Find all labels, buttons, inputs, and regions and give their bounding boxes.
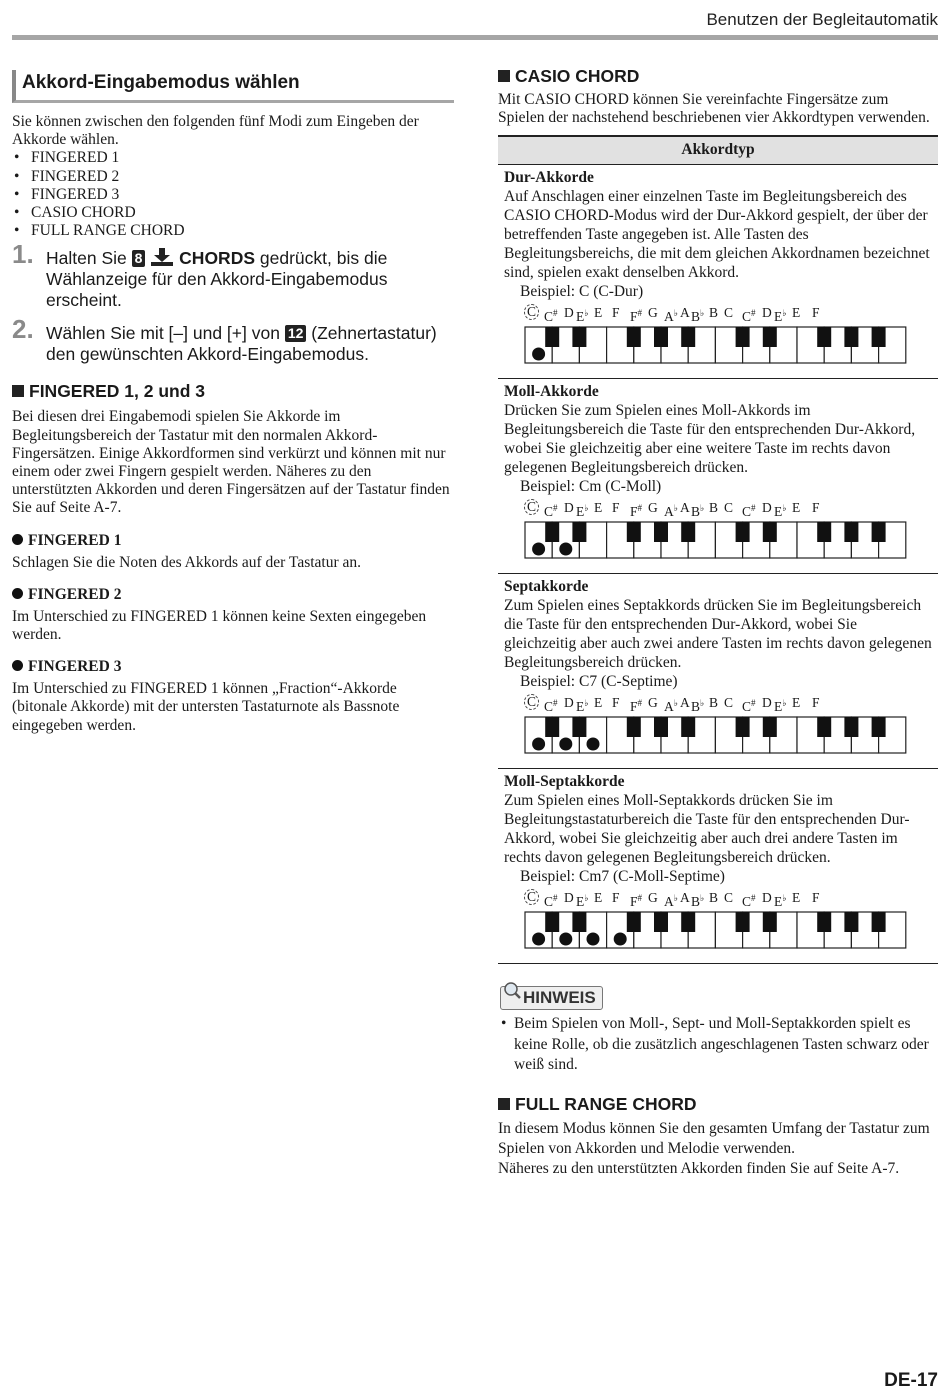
black-key: [654, 522, 668, 542]
note-label: A: [680, 890, 690, 906]
header-rule: [12, 35, 938, 40]
pressed-key-dot: [587, 933, 600, 946]
casio-intro: Mit CASIO CHORD können Sie vereinfachte Fingersätze zum Spielen der nachstehend beschriebenen vier Akkordtypen verwenden.: [498, 91, 930, 127]
row-example: Beispiel: Cm7 (C-Moll-Septime): [520, 868, 725, 886]
black-key: [627, 912, 641, 932]
fingered2-title: FINGERED 2: [12, 586, 454, 604]
note-label: D: [762, 695, 772, 711]
fingered1-text: Schlagen Sie die Noten des Akkords auf der Tastatur an.: [12, 553, 362, 571]
note-label: A: [680, 305, 690, 321]
note-label: B♭: [691, 503, 705, 520]
black-key: [872, 522, 886, 542]
pressed-key-dot: [532, 738, 545, 751]
note-label: E: [594, 500, 603, 516]
black-key: [681, 912, 695, 932]
black-key: [545, 717, 559, 737]
black-key: [572, 717, 586, 737]
note-label: C: [724, 890, 734, 906]
pressed-key-dot: [587, 738, 600, 751]
black-key: [844, 327, 858, 347]
note-label: A♭: [664, 698, 678, 715]
dot-bullet-icon: [12, 534, 23, 545]
black-key: [872, 327, 886, 347]
pressed-key-dot: [532, 933, 545, 946]
note-label: F#: [630, 893, 643, 910]
note-label: D: [762, 890, 772, 906]
fingered-title: FINGERED 1, 2 und 3: [12, 381, 454, 402]
row-text: Zum Spielen eines Moll-Septakkords drücken Sie im Begleitungstastaturbereich die Taste für den entsprechenden Dur-Akkord, wobei Sie gleichzeitig aber auch drei andere Tasten im rechts davon gelegenen Begleitungsbereich drücken.: [504, 792, 910, 867]
step-number: 2.: [12, 314, 34, 345]
pressed-key-dot: [559, 738, 572, 751]
note-label: B: [709, 500, 719, 516]
note-label: C#: [544, 893, 558, 910]
step-text: Wählen Sie mit [–] und [+] von: [46, 323, 280, 344]
note-label: E: [792, 890, 801, 906]
note-label: C: [724, 305, 734, 321]
black-key: [627, 717, 641, 737]
note-label: E♭: [774, 893, 787, 910]
mode-item: • FINGERED 2: [12, 168, 454, 186]
row-example: Beispiel: Cm (C-Moll): [520, 478, 662, 496]
note-label: C#: [544, 503, 558, 520]
table-row: [498, 769, 938, 964]
keyboard-diagram: [504, 889, 944, 959]
black-key: [763, 912, 777, 932]
black-key: [681, 327, 695, 347]
note-label: C: [724, 695, 734, 711]
fingered2-text: Im Unterschied zu FINGERED 1 können keine Sexten eingegeben werden.: [12, 607, 427, 644]
note-label: D: [564, 695, 574, 711]
note-label: F#: [630, 308, 643, 325]
black-key: [654, 327, 668, 347]
note-label: B: [709, 695, 719, 711]
note-label: C#: [742, 308, 756, 325]
note-label: B♭: [691, 308, 705, 325]
black-key: [572, 327, 586, 347]
row-title: Moll-Septakkorde: [504, 773, 625, 791]
keyboard-svg: [524, 911, 909, 951]
note-label: C: [724, 500, 734, 516]
row-text: Drücken Sie zum Spielen eines Moll-Akkords im Begleitungsbereich die Taste für den entsprechenden Dur-Akkord, wobei Sie gleichzeitig aber eine weitere Taste im rechts davon gelegenen Begleitungsbereich drücken.: [504, 402, 916, 477]
black-key: [817, 717, 831, 737]
black-key: [817, 912, 831, 932]
note-label: D: [762, 305, 772, 321]
pressed-key-dot: [614, 933, 627, 946]
hinweis-badge: HINWEIS: [500, 986, 603, 1010]
keyboard-diagram: [504, 499, 944, 569]
note-label: C#: [544, 698, 558, 715]
note-label: D: [564, 890, 574, 906]
black-key: [654, 912, 668, 932]
running-header: Benutzen der Begleitautomatik: [706, 10, 938, 29]
table-row: [498, 379, 938, 574]
right-column: [498, 66, 938, 1179]
note-label: B♭: [691, 893, 705, 910]
full-range-text: In diesem Modus können Sie den gesamten Umfang der Tastatur zum Spielen von Akkorden und Melodie verwenden.: [498, 1119, 930, 1157]
row-title: Dur-Akkorde: [504, 169, 594, 187]
note-label: A: [680, 500, 690, 516]
note-label: E: [792, 305, 801, 321]
chords-label: CHORDS: [179, 248, 256, 269]
note-label: G: [648, 500, 658, 516]
black-key: [872, 717, 886, 737]
square-bullet-icon: [498, 1098, 510, 1110]
note-label: C: [524, 304, 539, 320]
black-key: [844, 522, 858, 542]
fingered3-title: FINGERED 3: [12, 658, 454, 676]
key-badge: 12: [285, 325, 307, 342]
fingered-text: Bei diesen drei Eingabemodi spielen Sie Akkorde im Begleitungsbereich der Tastatur mit den normalen Akkord-Fingersätzen. Einige Akkordformen sind verkürzt und können mit nur einem oder zwei Fingern gespielt werden. Näheres zu den unterstützten Akkorden und deren Fingersätzen auf der Tastatur finden Sie auf Seite A-7.: [12, 408, 450, 517]
key-badge: 8: [132, 250, 146, 267]
note-label: E♭: [774, 698, 787, 715]
note-label: E♭: [774, 308, 787, 325]
note-label: F#: [630, 698, 643, 715]
note-label: C#: [742, 893, 756, 910]
keyboard-diagram: [504, 694, 944, 764]
note-label: C: [524, 889, 539, 905]
black-key: [763, 327, 777, 347]
note-label: E♭: [576, 698, 589, 715]
black-key: [736, 912, 750, 932]
note-label: F: [812, 890, 820, 906]
note-label: E: [594, 305, 603, 321]
chord-type-table: [498, 135, 938, 964]
black-key: [844, 717, 858, 737]
note-label: C: [524, 694, 539, 710]
note-label: E: [594, 695, 603, 711]
note-label: D: [564, 305, 574, 321]
black-key: [654, 717, 668, 737]
note-label: C#: [742, 503, 756, 520]
table-row: [498, 574, 938, 769]
step-text: Halten Sie: [46, 248, 127, 269]
black-key: [736, 717, 750, 737]
pressed-key-dot: [532, 543, 545, 556]
keyboard-svg: [524, 716, 909, 756]
note-label: F: [612, 500, 620, 516]
fingered1-title: FINGERED 1: [12, 532, 454, 550]
mode-item: • CASIO CHORD: [12, 204, 454, 222]
mode-item: • FINGERED 3: [12, 186, 454, 204]
note-label: F: [812, 305, 820, 321]
black-key: [681, 522, 695, 542]
note-label: A: [680, 695, 690, 711]
step-2: [12, 314, 454, 365]
note-label: E♭: [576, 308, 589, 325]
note-label: E: [792, 695, 801, 711]
black-key: [872, 912, 886, 932]
intro-text: Sie können zwischen den folgenden fünf Modi zum Eingeben der Akkorde wählen.: [12, 113, 419, 149]
note-label: A♭: [664, 503, 678, 520]
note-label: D: [762, 500, 772, 516]
mode-item: • FINGERED 1: [12, 149, 454, 167]
note-label: F: [812, 695, 820, 711]
note-label: E♭: [774, 503, 787, 520]
row-example: Beispiel: C7 (C-Septime): [520, 673, 678, 691]
black-key: [627, 522, 641, 542]
note-label: E♭: [576, 893, 589, 910]
row-example: Beispiel: C (C-Dur): [520, 283, 644, 301]
note-label: G: [648, 695, 658, 711]
note-label: E: [792, 500, 801, 516]
download-arrow-icon: [150, 248, 174, 266]
note-label: E: [594, 890, 603, 906]
black-key: [681, 717, 695, 737]
note-label: B♭: [691, 698, 705, 715]
black-key: [545, 327, 559, 347]
black-key: [627, 327, 641, 347]
keyboard-labels: [524, 304, 924, 325]
note-label: G: [648, 305, 658, 321]
black-key: [763, 522, 777, 542]
full-range-text: Näheres zu den unterstützten Akkorden finden Sie auf Seite A-7.: [498, 1159, 900, 1177]
pressed-key-dot: [532, 348, 545, 361]
step-1: [12, 239, 454, 311]
black-key: [545, 522, 559, 542]
section-title: Akkord-Eingabemodus wählen: [12, 70, 454, 103]
full-range-title: FULL RANGE CHORD: [498, 1094, 938, 1115]
table-row: [498, 165, 938, 379]
note-label: C: [524, 499, 539, 515]
keyboard-labels: [524, 499, 924, 520]
pressed-key-dot: [559, 543, 572, 556]
page-number: DE-17: [884, 1370, 938, 1391]
note-label: F: [812, 500, 820, 516]
note-label: A♭: [664, 308, 678, 325]
keyboard-svg: [524, 326, 909, 366]
note-label: C#: [742, 698, 756, 715]
note-label: F: [612, 890, 620, 906]
dot-bullet-icon: [12, 660, 23, 671]
black-key: [817, 327, 831, 347]
row-text: Auf Anschlagen einer einzelnen Taste im Begleitungsbereich des CASIO CHORD-Modus wird der Dur-Akkord gespielt, der über der betreffenden Taste angegeben ist. Alle Tasten des Begleitungsbereichs, die mit dem gleichen Akkordnamen bezeichnet sind, spielen exakt denselben Akkord.: [504, 188, 930, 282]
keyboard-labels: [524, 694, 924, 715]
note-label: C#: [544, 308, 558, 325]
magnifier-icon: [503, 981, 521, 999]
black-key: [763, 717, 777, 737]
step-number: 1.: [12, 239, 34, 270]
step-text: (Zehnertastatur) den gewünschten Akkord-Eingabemodus.: [46, 323, 437, 365]
black-key: [545, 912, 559, 932]
dot-bullet-icon: [12, 588, 23, 599]
black-key: [844, 912, 858, 932]
pressed-key-dot: [559, 933, 572, 946]
note-label: B: [709, 890, 719, 906]
black-key: [736, 327, 750, 347]
keyboard-diagram: [504, 304, 944, 374]
black-key: [736, 522, 750, 542]
note-item: • Beim Spielen von Moll-, Sept- und Moll-Septakkorden spielt es keine Rolle, ob die zusätzlich angeschlagenen Tasten schwarz oder weiß sind.: [498, 1014, 938, 1076]
left-column: [12, 70, 454, 735]
note-label: F#: [630, 503, 643, 520]
fingered3-text: Im Unterschied zu FINGERED 1 können „Fraction“-Akkorde (bitonale Akkorde) mit der untersten Tastaturnote als Bassnote eingegeben werden.: [12, 680, 400, 734]
keyboard-svg: [524, 521, 909, 561]
row-text: Zum Spielen eines Septakkords drücken Sie im Begleitungsbereich die Taste für den entsprechenden Dur-Akkord, wobei Sie gleichzeitig aber auch zwei andere Tasten im rechts davon gelegenen Begleitungsbereich drücken.: [504, 597, 932, 672]
mode-list: [12, 149, 454, 240]
casio-chord-title: CASIO CHORD: [498, 66, 938, 87]
note-label: F: [612, 305, 620, 321]
note-label: G: [648, 890, 658, 906]
note-label: F: [612, 695, 620, 711]
black-key: [817, 522, 831, 542]
note-label: B: [709, 305, 719, 321]
table-header: Akkordtyp: [498, 137, 938, 165]
row-title: Moll-Akkorde: [504, 383, 599, 401]
black-key: [572, 522, 586, 542]
row-title: Septakkorde: [504, 578, 589, 596]
square-bullet-icon: [498, 70, 510, 82]
note-label: D: [564, 500, 574, 516]
keyboard-labels: [524, 889, 924, 910]
square-bullet-icon: [12, 385, 24, 397]
step-text: gedrückt, bis die Wählanzeige für den Akkord-Eingabemodus erscheint.: [46, 248, 388, 311]
mode-item: • FULL RANGE CHORD: [12, 222, 454, 240]
note-label: E♭: [576, 503, 589, 520]
note-label: A♭: [664, 893, 678, 910]
black-key: [572, 912, 586, 932]
